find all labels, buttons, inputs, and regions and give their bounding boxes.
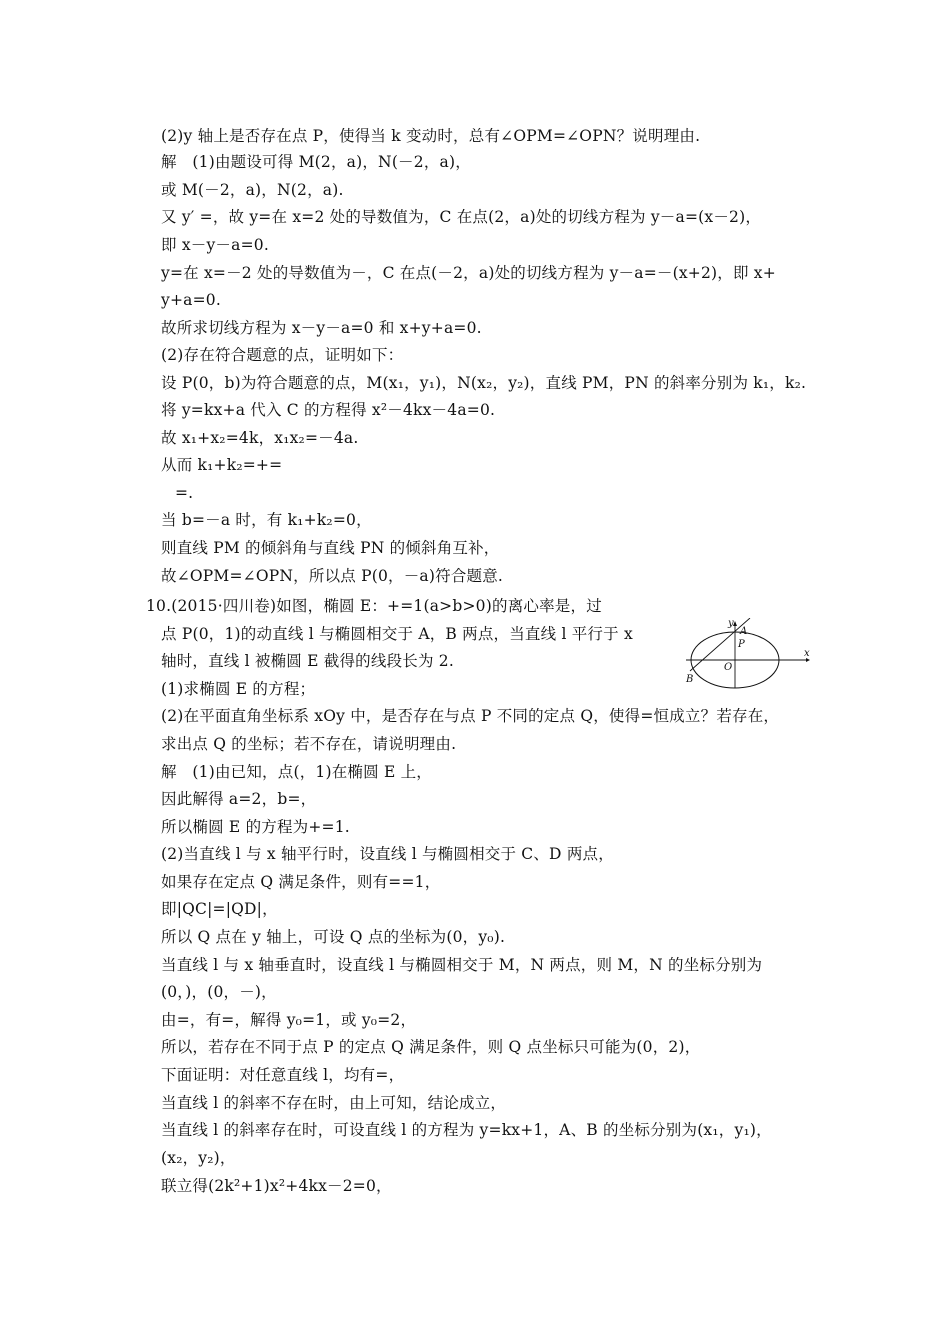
text-line: 从而 k₁+k₂=+=	[161, 456, 283, 474]
text-line: 解 (1)由已知，点(，1)在椭圆 E 上，	[161, 763, 432, 781]
text-line: (2)存在符合题意的点，证明如下：	[161, 346, 404, 364]
text-line: 10.(2015·四川卷)如图，椭圆 E：+=1(a>b>0)的离心率是，过	[146, 597, 602, 615]
text-line: 即 x－y－a=0.	[161, 236, 269, 254]
text-line: (2)在平面直角坐标系 xOy 中，是否存在与点 P 不同的定点 Q，使得=恒成立？若存在，	[161, 707, 780, 725]
text-line: 即|QC|=|QD|，	[161, 900, 278, 918]
label-p: P	[738, 639, 745, 650]
text-line: 联立得(2k²+1)x²+4kx－2=0，	[161, 1177, 392, 1195]
text-line: (x₂，y₂)，	[161, 1149, 236, 1167]
text-line: 因此解得 a=2，b=，	[161, 790, 317, 808]
text-line: 或 M(－2，a)，N(2，a).	[161, 181, 344, 199]
text-line: 又 y′ =，故 y=在 x=2 处的导数值为，C 在点(2，a)处的切线方程为 y－a=(x－2)，	[161, 208, 762, 226]
text-line: 解 (1)由题设可得 M(2，a)，N(－2，a)，	[161, 153, 471, 171]
label-y: y	[728, 618, 734, 629]
text-line: 下面证明：对任意直线 l，均有=，	[161, 1066, 405, 1084]
label-o: O	[724, 662, 733, 673]
text-line: y+a=0.	[161, 291, 221, 309]
label-b: B	[686, 674, 694, 685]
text-line: (2)当直线 l 与 x 轴平行时，设直线 l 与椭圆相交于 C、D 两点，	[161, 845, 614, 863]
text-line: 将 y=kx+a 代入 C 的方程得 x²－4kx－4a=0.	[161, 401, 496, 419]
text-line: 当直线 l 与 x 轴垂直时，设直线 l 与椭圆相交于 M，N 两点，则 M，N 的坐标分别为	[161, 956, 763, 974]
text-line: 故∠OPM=∠OPN，所以点 P(0，－a)符合题意.	[161, 567, 504, 585]
label-x: x	[804, 648, 810, 659]
text-line: 所以椭圆 E 的方程为+=1.	[161, 818, 350, 836]
text-line: 故 x₁+x₂=4k，x₁x₂=－4a.	[161, 429, 359, 447]
text-line: 设 P(0，b)为符合题意的点，M(x₁，y₁)，N(x₂，y₂)，直线 PM，PN 的斜率分别为 k₁，k₂.	[161, 374, 807, 392]
text-line: 轴时，直线 l 被椭圆 E 截得的线段长为 2.	[161, 652, 454, 670]
label-a: A	[740, 626, 748, 637]
text-line: 当 b=－a 时，有 k₁+k₂=0，	[161, 511, 372, 529]
text-line: 如果存在定点 Q 满足条件，则有==1，	[161, 873, 441, 891]
text-line: 由=，有=，解得 y₀=1，或 y₀=2，	[161, 1011, 417, 1029]
text-line: 故所求切线方程为 x－y－a=0 和 x+y+a=0.	[161, 319, 482, 337]
text-line: 所以 Q 点在 y 轴上，可设 Q 点的坐标为(0，y₀).	[161, 928, 506, 946]
text-line: 求出点 Q 的坐标；若不存在，请说明理由.	[161, 735, 457, 753]
text-line: 当直线 l 的斜率存在时，可设直线 l 的方程为 y=kx+1，A、B 的坐标分别为(x₁，y₁)，	[161, 1121, 772, 1139]
text-line: y=在 x=－2 处的导数值为－，C 在点(－2，a)处的切线方程为 y－a=－(x+2)，即 x+	[161, 264, 776, 282]
text-line: 则直线 PM 的倾斜角与直线 PN 的倾斜角互补，	[161, 539, 500, 557]
text-line: (2)y 轴上是否存在点 P，使得当 k 变动时，总有∠OPM=∠OPN？说明理由.	[161, 127, 701, 145]
text-line: (1)求椭圆 E 的方程；	[161, 680, 316, 698]
ellipse-figure	[682, 618, 812, 690]
ellipse-diagram	[682, 618, 812, 690]
text-line: =.	[175, 484, 194, 502]
text-line: 点 P(0，1)的动直线 l 与椭圆相交于 A，B 两点，当直线 l 平行于 x	[161, 625, 633, 643]
text-line: (0，)，(0，－)，	[161, 983, 277, 1001]
text-line: 所以，若存在不同于点 P 的定点 Q 满足条件，则 Q 点坐标只可能为(0，2)，	[161, 1038, 701, 1056]
text-line: 当直线 l 的斜率不存在时，由上可知，结论成立，	[161, 1094, 507, 1112]
